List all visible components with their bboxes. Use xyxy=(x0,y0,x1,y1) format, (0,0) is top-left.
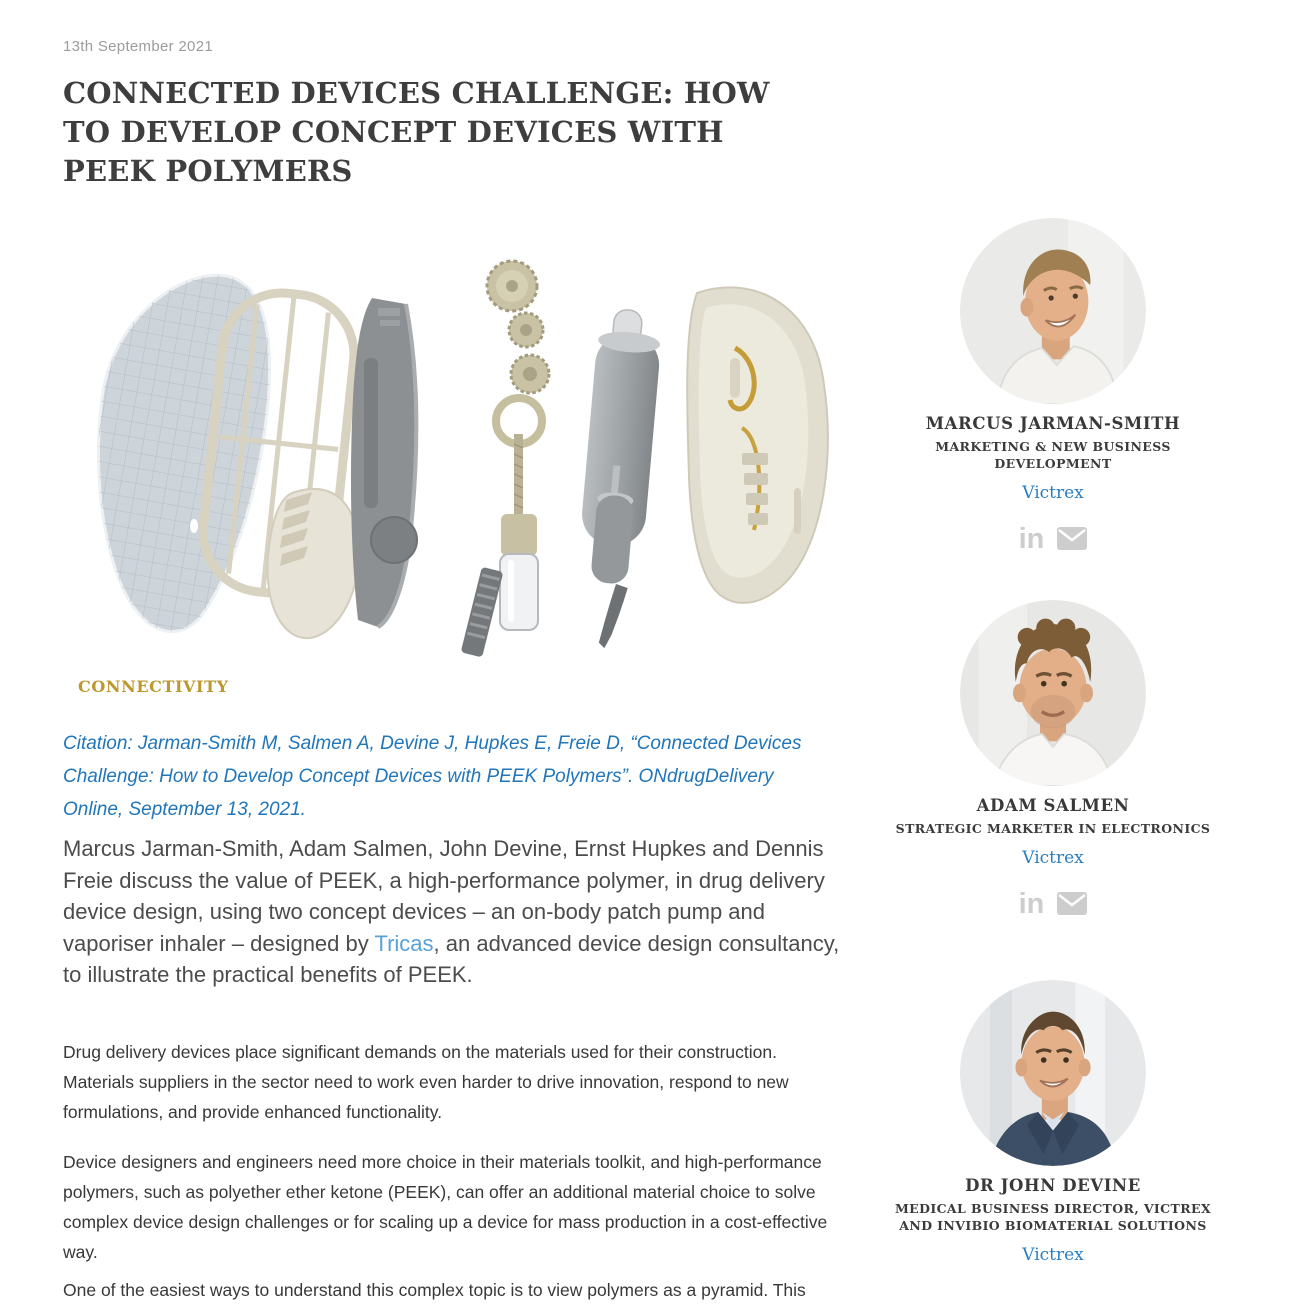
company-link-victrex[interactable]: Victrex xyxy=(1022,1245,1084,1265)
author-role: MEDICAL BUSINESS DIRECTOR, VICTREX AND INVIBIO BIOMATERIAL SOLUTIONS xyxy=(894,1201,1212,1233)
company-link-victrex[interactable]: Victrex xyxy=(1022,483,1084,503)
drive-train-layer xyxy=(461,261,549,657)
linkedin-icon[interactable]: in xyxy=(1018,887,1045,920)
cover-shell-layer xyxy=(687,287,828,602)
patch-pump-illustration xyxy=(42,238,847,663)
body-paragraph-2: Device designers and engineers need more choice in their materials toolkit, and high-performance polymers, such as polyether ether ketone (PEEK), can offer an additional material choice to solve complex device design challenges or for scaling up a device for mass production in a cost-effective way. xyxy=(63,1152,828,1262)
article-date: 13th September 2021 xyxy=(63,38,213,55)
intro-text-before: Marcus Jarman-Smith, Adam Salmen, John Devine, Ernst Hupkes and Dennis Freie discuss the value of PEEK, a high-performance polymer, in drug delivery device design, using two concept devices – an on-body patch pump and vaporiser inhaler – designed by xyxy=(63,836,825,956)
body-paragraph-1: Drug delivery devices place significant demands on the materials used for their construction. Materials suppliers in the sector need to work even harder to drive innovation, respond to new formulations, and provide enhanced functionality. xyxy=(63,1042,789,1122)
company-link-victrex[interactable]: Victrex xyxy=(1022,848,1084,868)
email-icon[interactable] xyxy=(1057,892,1087,915)
email-icon[interactable] xyxy=(1057,527,1087,550)
tricas-link[interactable]: Tricas xyxy=(374,930,434,956)
author-social-icons xyxy=(1018,887,1088,920)
page-title: CONNECTED DEVICES CHALLENGE: HOW TO DEVELOP CONCEPT DEVICES WITH PEEK POLYMERS xyxy=(63,76,770,188)
intro-paragraph xyxy=(63,833,845,991)
cylinder-layer xyxy=(570,308,663,651)
chassis-layer xyxy=(351,298,417,627)
author-name: DR JOHN DEVINE xyxy=(965,1176,1141,1195)
author-role: MARKETING & NEW BUSINESS DEVELOPMENT xyxy=(935,439,1171,471)
author-card-dr-john-devine xyxy=(877,980,1229,1265)
avatar-dr-john-devine xyxy=(960,980,1146,1166)
category-tag-connectivity[interactable]: CONNECTIVITY xyxy=(78,677,229,696)
author-name: MARCUS JARMAN-SMITH xyxy=(925,414,1181,433)
author-name: ADAM SALMEN xyxy=(976,796,1130,815)
citation-text: Citation: Jarman-Smith M, Salmen A, Devine J, Hupkes E, Freie D, “Connected Devices Challenge: How to Develop Concept Devices with PEEK Polymers”. ONdrugDelivery Online, September 13, 2021. xyxy=(63,733,802,820)
author-social-icons xyxy=(1018,522,1088,555)
author-card-adam-salmen xyxy=(877,600,1229,920)
author-card-marcus-jarman-smith xyxy=(877,218,1229,555)
linkedin-icon[interactable]: in xyxy=(1018,522,1045,555)
avatar-adam-salmen xyxy=(960,600,1146,786)
author-role: STRATEGIC MARKETER IN ELECTRONICS xyxy=(895,821,1211,836)
intro-text-after: , an advanced device design consultancy, to illustrate the practical benefits of PEEK. xyxy=(63,930,840,987)
device-exploded-image xyxy=(42,238,847,663)
body-paragraph-3: One of the easiest ways to understand this complex topic is to view polymers as a pyramid. This xyxy=(63,1280,806,1300)
avatar-marcus-jarman-smith xyxy=(960,218,1146,404)
